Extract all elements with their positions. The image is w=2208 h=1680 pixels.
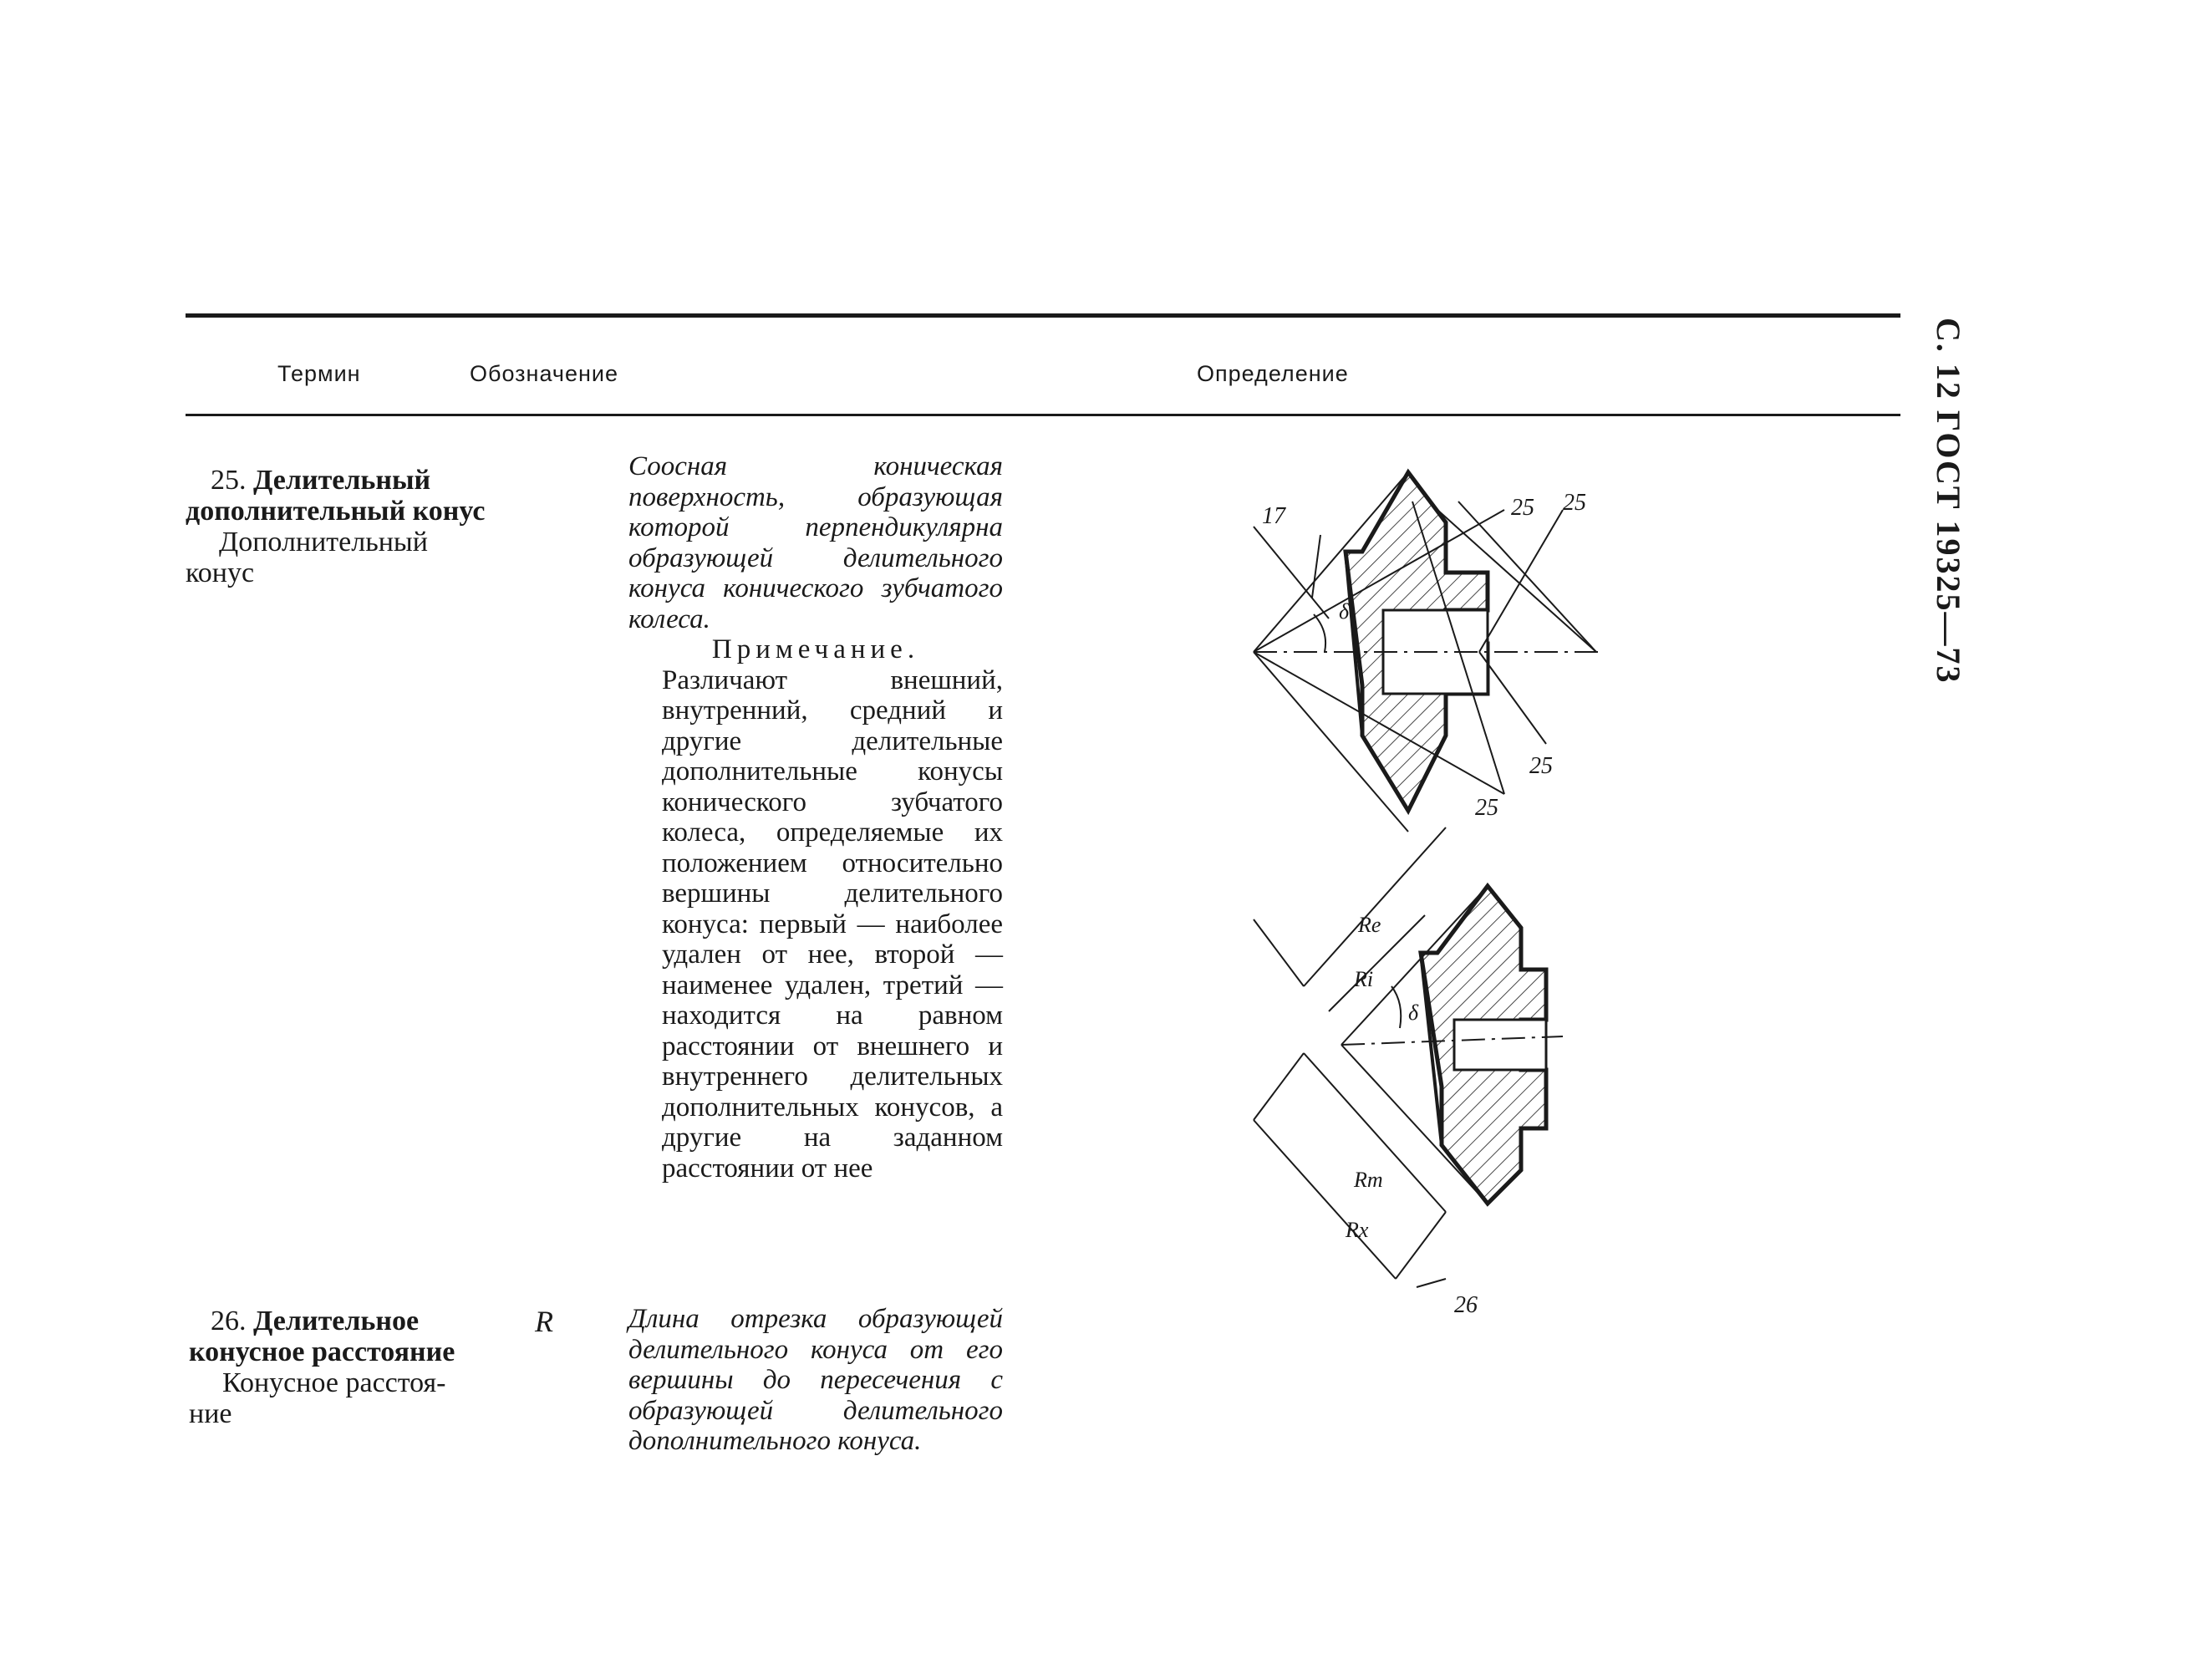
label-26: 26 [1454,1292,1478,1318]
label-17: 17 [1262,503,1285,529]
definition-25 [628,451,1003,1184]
note-title: Примечание. [711,634,920,664]
term-26 [211,1306,419,1336]
label-Re: Re [1358,913,1381,937]
column-header-term: Термин [277,361,361,386]
term-25 [211,465,430,496]
label-25a: 25 [1511,495,1534,521]
note-text: Различают внешний, внутренний, средний и другие делительные дополнительные конусы конического зубчатого колеса, определяемые их положением относительно вершины делительного конуса: первый — наиболее удален от нее, второй — наименее удален, третий — находится на равном расстоянии от внешнего и внутреннего делительных дополнительных конусов, а другие на заданном расстоянии от нее [662,664,1003,1184]
page-header: С. 12 ГОСТ 19325—73 [1930,318,1967,685]
symbol-R: R [535,1305,553,1338]
label-Rx: Rx [1346,1218,1369,1242]
alt-term-25-line2: конус [186,557,255,588]
label-Ri: Ri [1354,967,1374,991]
term-number: 25. [211,465,247,496]
alt-term-25-line1: Дополнительный [219,527,428,557]
table-top-rule [186,313,1900,318]
term-number: 26. [211,1306,247,1336]
table-header-rule [186,414,1900,416]
bevel-gear-drawing [1203,451,1638,1354]
label-delta-top: δ [1339,599,1350,624]
label-delta-bottom: δ [1408,1000,1419,1025]
definition-26 [628,1304,1003,1457]
label-Rm: Rm [1354,1168,1383,1192]
definition-text: Длина отрезка образующей делительного конуса от его вершины до пересечения с образующей делительного дополнительного конуса. [628,1304,1003,1456]
term-bold: дополнительный конус [186,496,486,527]
column-header-definition: Определение [1197,361,1349,386]
term-bold: Делительное [253,1306,420,1336]
definition-text: Соосная коническая поверхность, образующая которой перпендикулярна образующей делительного конуса конического зубчатого колеса. [628,451,1003,634]
term-26-line2 [189,1336,455,1367]
lower-gear-section [1254,827,1563,1287]
term-bold: конусное расстояние [189,1336,455,1367]
column-header-symbol: Обозначение [470,361,618,386]
label-25d: 25 [1475,795,1498,821]
label-25c: 25 [1529,753,1553,779]
label-25b: 25 [1563,490,1586,516]
alt-term-26-line2: ние [189,1398,232,1429]
term-25-line2 [186,496,485,527]
term-bold: Делительный [253,465,431,496]
alt-term-26-line1: Конусное расстоя- [222,1367,446,1398]
